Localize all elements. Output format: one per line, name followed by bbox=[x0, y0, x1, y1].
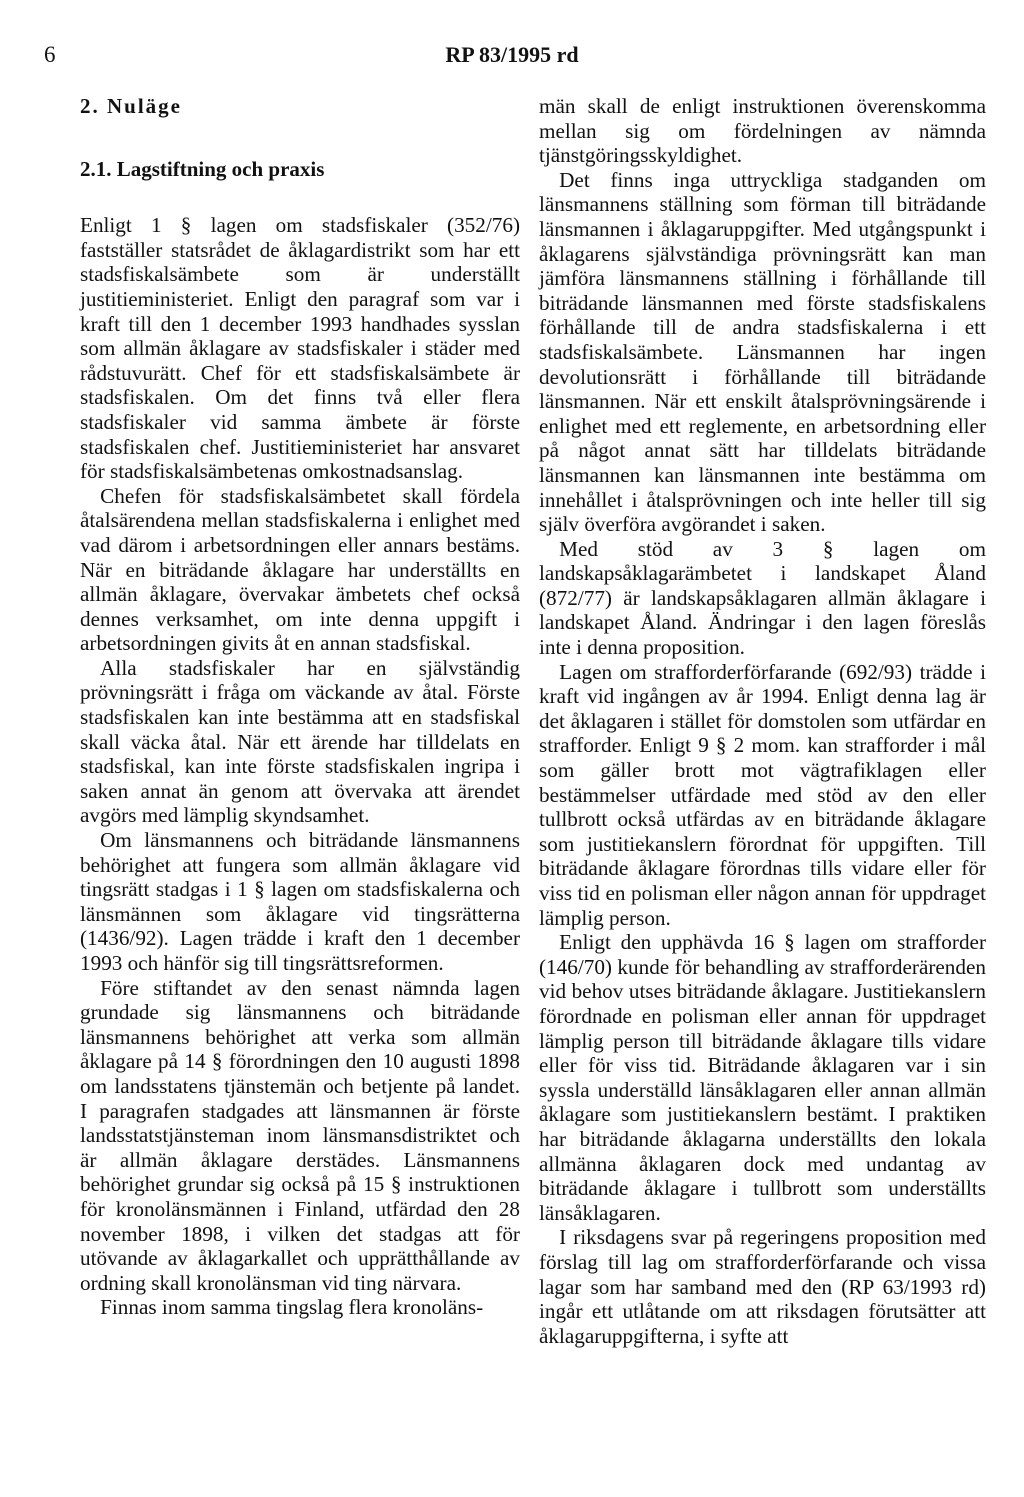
paragraph: Finnas inom samma tingslag flera kronoläns- bbox=[100, 1295, 484, 1320]
paragraph: Med stöd av 3 § lagen om landskapsåklagarämbetet i landskapet Åland (872/77) är landskapsåklagaren allmän åklagare i landskapet Åland. Ändringar i den lagen föreslås inte i denna proposition. bbox=[539, 536, 986, 660]
paragraph: Lagen om strafforderförfarande (692/93) trädde i kraft vid ingången av år 1994. Enligt denna lag är det åklagaren i stället för domstolen som utfärdar en strafforder. Enligt 9 § 2 mom. kan strafforder i mål som gäller brott mot vägtrafiklagen eller bestämmelser utfärdade med stöd av den eller tullbrott också utfärdas av en biträdande åklagare som justitiekanslern förordnat för uppgiften. Till biträdande åklagare förordnas tills vidare eller för viss tid en polisman eller någon annan för uppdraget lämplig person. bbox=[539, 659, 986, 930]
paragraph: Det finns inga uttryckliga stadganden om länsmannens ställning som förman till biträdande länsmannen i åklagaruppgifter. Med utgångspunkt i åklagarens självständiga prövningsrätt kan man jämföra länsmannens ställning i förhållande till biträdande länsmannen med förste stadsfiskalens förhållande till de andra stadsfiskalerna i ett stadsfiskalsämbete. Länsmannen har ingen devolutionsrätt i förhållande till biträdande länsmannen. När ett enskilt åtalsprövningsärende i enlighet med ett reglemente, en arbetsordning eller på något annat sätt har tilldelats biträdande länsmannen kan länsmannen inte bestämma om innehållet i åtalsprövningen och inte heller till sig själv överföra avgörandet i saken. bbox=[539, 167, 986, 537]
left-column bbox=[80, 94, 520, 1320]
paragraph: I riksdagens svar på regeringens proposition med förslag till lag om strafforderförfarande och vissa lagar som har samband med den (RP 63/1993 rd) ingår ett utlåtande om att riksdagen förutsätter att åklagaruppgifterna, i syfte att bbox=[539, 1225, 986, 1348]
paragraph: män skall de enligt instruktionen överenskomma mellan sig om fördelningen av nämnda tjänstgöringsskyldighet. bbox=[539, 94, 986, 168]
running-header: RP 83/1995 rd bbox=[445, 42, 579, 67]
page-number: 6 bbox=[44, 42, 56, 67]
paragraph: Om länsmannens och biträdande länsmannens behörighet att fungera som allmän åklagare vid tingsrätt stadgas i 1 § lagen om stadsfiskalerna och länsmännen som åklagare vid tingsrätterna (1436/92). Lagen trädde i kraft den 1 december 1993 och hänför sig till tingsrättsreformen. bbox=[80, 828, 520, 975]
paragraph: Alla stadsfiskaler har en självständig prövningsrätt i fråga om väckande av åtal. Förste stadsfiskalen kan inte bestämma att en stadsfiskal skall väcka åtal. När ett ärende har tilldelats en stadsfiskal, kan inte förste stadsfiskalen ingripa i saken annat än genom att övervaka att ärendet avgörs med lämplig skyndsamhet. bbox=[80, 655, 520, 828]
paragraph: Enligt 1 § lagen om stadsfiskaler (352/76) fastställer statsrådet de åklagardistrikt som har ett stadsfiskalsämbete som är underställt justitieministeriet. Enligt den paragraf som var i kraft till den 1 december 1993 handhades sysslan som allmän åklagare av stadsfiskaler i städer med rådstuvurätt. Chef för ett stadsfiskalsämbete är stadsfiskalen. Om det finns två eller flera stadsfiskaler vid samma ämbete är förste stadsfiskalen chef. Justitieministeriet har ansvaret för stadsfiskalsämbetenas omkostnadsanslag. bbox=[80, 213, 520, 484]
subsection-heading: 2.1. Lagstiftning och praxis bbox=[80, 156, 325, 181]
section-heading: 2. Nuläge bbox=[80, 94, 182, 118]
paragraph: Enligt den upphävda 16 § lagen om strafforder (146/70) kunde för behandling av strafforderärenden vid behov utses biträdande åklagare. Justitiekanslern förordnade en polisman eller annan för uppdraget lämplig person till biträdande åklagare tills vidare eller för viss tid. Biträdande åklagaren var i sin syssla underställd länsåklagaren eller annan allmän åklagare som justitiekanslern bestämt. I praktiken har biträdande åklagarna underställts den lokala allmänna åklagaren dock med undantag av biträdande åklagare i tullbrott som underställts länsåklagaren. bbox=[539, 930, 986, 1225]
paragraph: Chefen för stadsfiskalsämbetet skall fördela åtalsärendena mellan stadsfiskalerna i enlighet med vad därom i arbetsordningen eller annars bestäms. När en biträdande åklagare har underställts en allmän åklagare, övervakar ämbetets chef också dennes verksamhet, om inte denna uppgift i arbetsordningen givits åt en annan stadsfiskal. bbox=[80, 483, 520, 656]
paragraph: Före stiftandet av den senast nämnda lagen grundade sig länsmannens och biträdande länsmannens behörighet att verka som allmän åklagare på 14 § förordningen den 10 augusti 1898 om landsstatens tjänstemän och betjente på landet. I paragrafen stadgades att länsmannen är förste landsstatstjänsteman inom länsmansdistriktet och är allmän åklagare derstädes. Länsmannens behörighet grundar sig också på 15 § instruktionen för kronolänsmännen i Finland, utfärdad den 28 november 1898, i vilken det stadgas att för utövande av åklagarkallet och upprätthållande av ordning skall kronolänsman vid ting närvara. bbox=[80, 975, 520, 1295]
right-column bbox=[539, 94, 986, 1348]
